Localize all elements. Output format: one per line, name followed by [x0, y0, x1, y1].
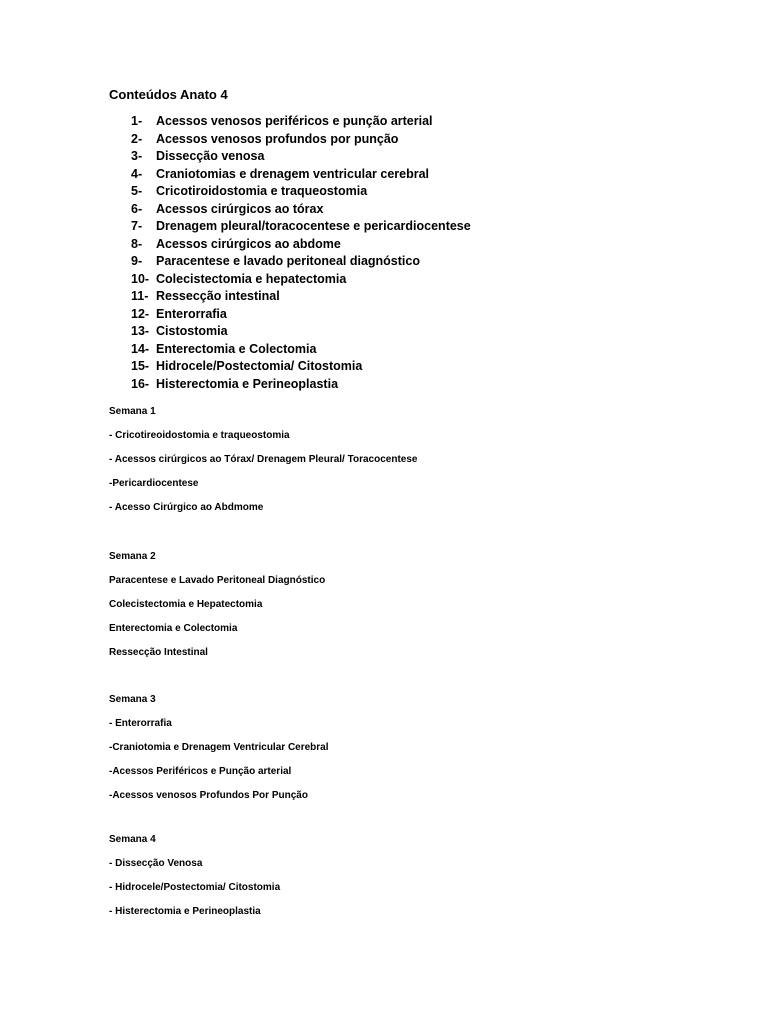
week-title: Semana 3: [109, 694, 156, 705]
topic-item: [131, 148, 471, 166]
topic-text: Acessos cirúrgicos ao abdome: [156, 236, 341, 251]
topic-text: Colecistectomia e hepatectomia: [156, 271, 347, 286]
topic-number: 16-: [131, 376, 150, 391]
week-item: -Acessos Periféricos e Punção arterial: [109, 766, 292, 777]
topic-number: 6-: [131, 201, 143, 216]
topic-list: [131, 113, 471, 393]
topic-item: [131, 341, 471, 359]
topic-text: Dissecção venosa: [156, 149, 265, 163]
topic-number: 13-: [131, 324, 150, 338]
topic-number: 7-: [131, 219, 143, 233]
week-item: Ressecção Intestinal: [109, 647, 208, 658]
topic-item: [131, 131, 471, 149]
topic-text: Cistostomia: [156, 324, 228, 338]
topic-number: 4-: [131, 166, 143, 181]
topic-number: 5-: [131, 184, 143, 198]
topic-item: [131, 271, 471, 289]
topic-item: [131, 166, 471, 184]
week-section: [109, 405, 417, 525]
topic-item: [131, 288, 471, 306]
topic-item: [131, 236, 471, 254]
topic-text: Histerectomia e Perineoplastia: [156, 376, 339, 391]
topic-number: 3-: [131, 149, 143, 163]
week-item: - Cricotireoidostomia e traqueostomia: [109, 430, 290, 441]
topic-number: 15-: [131, 359, 150, 373]
topic-text: Drenagem pleural/toracocentese e pericardiocentese: [156, 219, 471, 233]
topic-number: 9-: [131, 254, 143, 268]
topic-item: [131, 253, 471, 271]
topic-text: Ressecção intestinal: [156, 289, 280, 303]
week-item: Colecistectomia e Hepatectomia: [109, 599, 263, 610]
topic-item: [131, 113, 471, 131]
topic-item: [131, 323, 471, 341]
topic-number: 1-: [131, 114, 143, 128]
topic-text: Acessos cirúrgicos ao tórax: [156, 201, 324, 216]
week-item: -Acessos venosos Profundos Por Punção: [109, 790, 308, 801]
week-item: - Acessos cirúrgicos ao Tórax/ Drenagem Pleural/ Toracocentese: [109, 454, 418, 465]
week-item: Enterectomia e Colectomia: [109, 623, 238, 634]
week-section: [109, 693, 329, 813]
topic-item: [131, 201, 471, 219]
topic-text: Acessos venosos periféricos e punção arterial: [156, 114, 433, 128]
week-item: Paracentese e Lavado Peritoneal Diagnóstico: [109, 575, 326, 586]
topic-number: 8-: [131, 236, 143, 251]
week-title: Semana 2: [109, 551, 156, 562]
week-title: Semana 4: [109, 834, 156, 845]
week-item: - Hidrocele/Postectomia/ Citostomia: [109, 882, 281, 893]
week-title: Semana 1: [109, 406, 156, 417]
topic-number: 2-: [131, 131, 143, 146]
topic-number: 12-: [131, 306, 150, 321]
topic-item: [131, 376, 471, 394]
topic-item: [131, 306, 471, 324]
week-item: - Dissecção Venosa: [109, 858, 203, 869]
topic-item: [131, 183, 471, 201]
topic-text: Craniotomias e drenagem ventricular cerebral: [156, 166, 430, 181]
topic-text: Cricotiroidostomia e traqueostomia: [156, 184, 368, 198]
week-item: - Acesso Cirúrgico ao Abdmome: [109, 502, 264, 513]
week-item: - Enterorrafia: [109, 718, 172, 729]
topic-item: [131, 218, 471, 236]
week-section: [109, 550, 325, 670]
document-title: Conteúdos Anato 4: [109, 87, 228, 102]
topic-text: Acessos venosos profundos por punção: [156, 131, 399, 146]
week-item: - Histerectomia e Perineoplastia: [109, 906, 261, 917]
topic-text: Hidrocele/Postectomia/ Citostomia: [156, 359, 363, 373]
week-item: -Pericardiocentese: [109, 478, 199, 489]
week-item: -Craniotomia e Drenagem Ventricular Cerebral: [109, 742, 329, 753]
topic-text: Paracentese e lavado peritoneal diagnóstico: [156, 254, 420, 268]
topic-text: Enterectomia e Colectomia: [156, 341, 317, 356]
week-section: [109, 833, 280, 929]
topic-number: 11-: [131, 289, 149, 303]
topic-item: [131, 358, 471, 376]
topic-number: 10-: [131, 271, 150, 286]
topic-text: Enterorrafia: [156, 306, 227, 321]
topic-number: 14-: [131, 341, 150, 356]
